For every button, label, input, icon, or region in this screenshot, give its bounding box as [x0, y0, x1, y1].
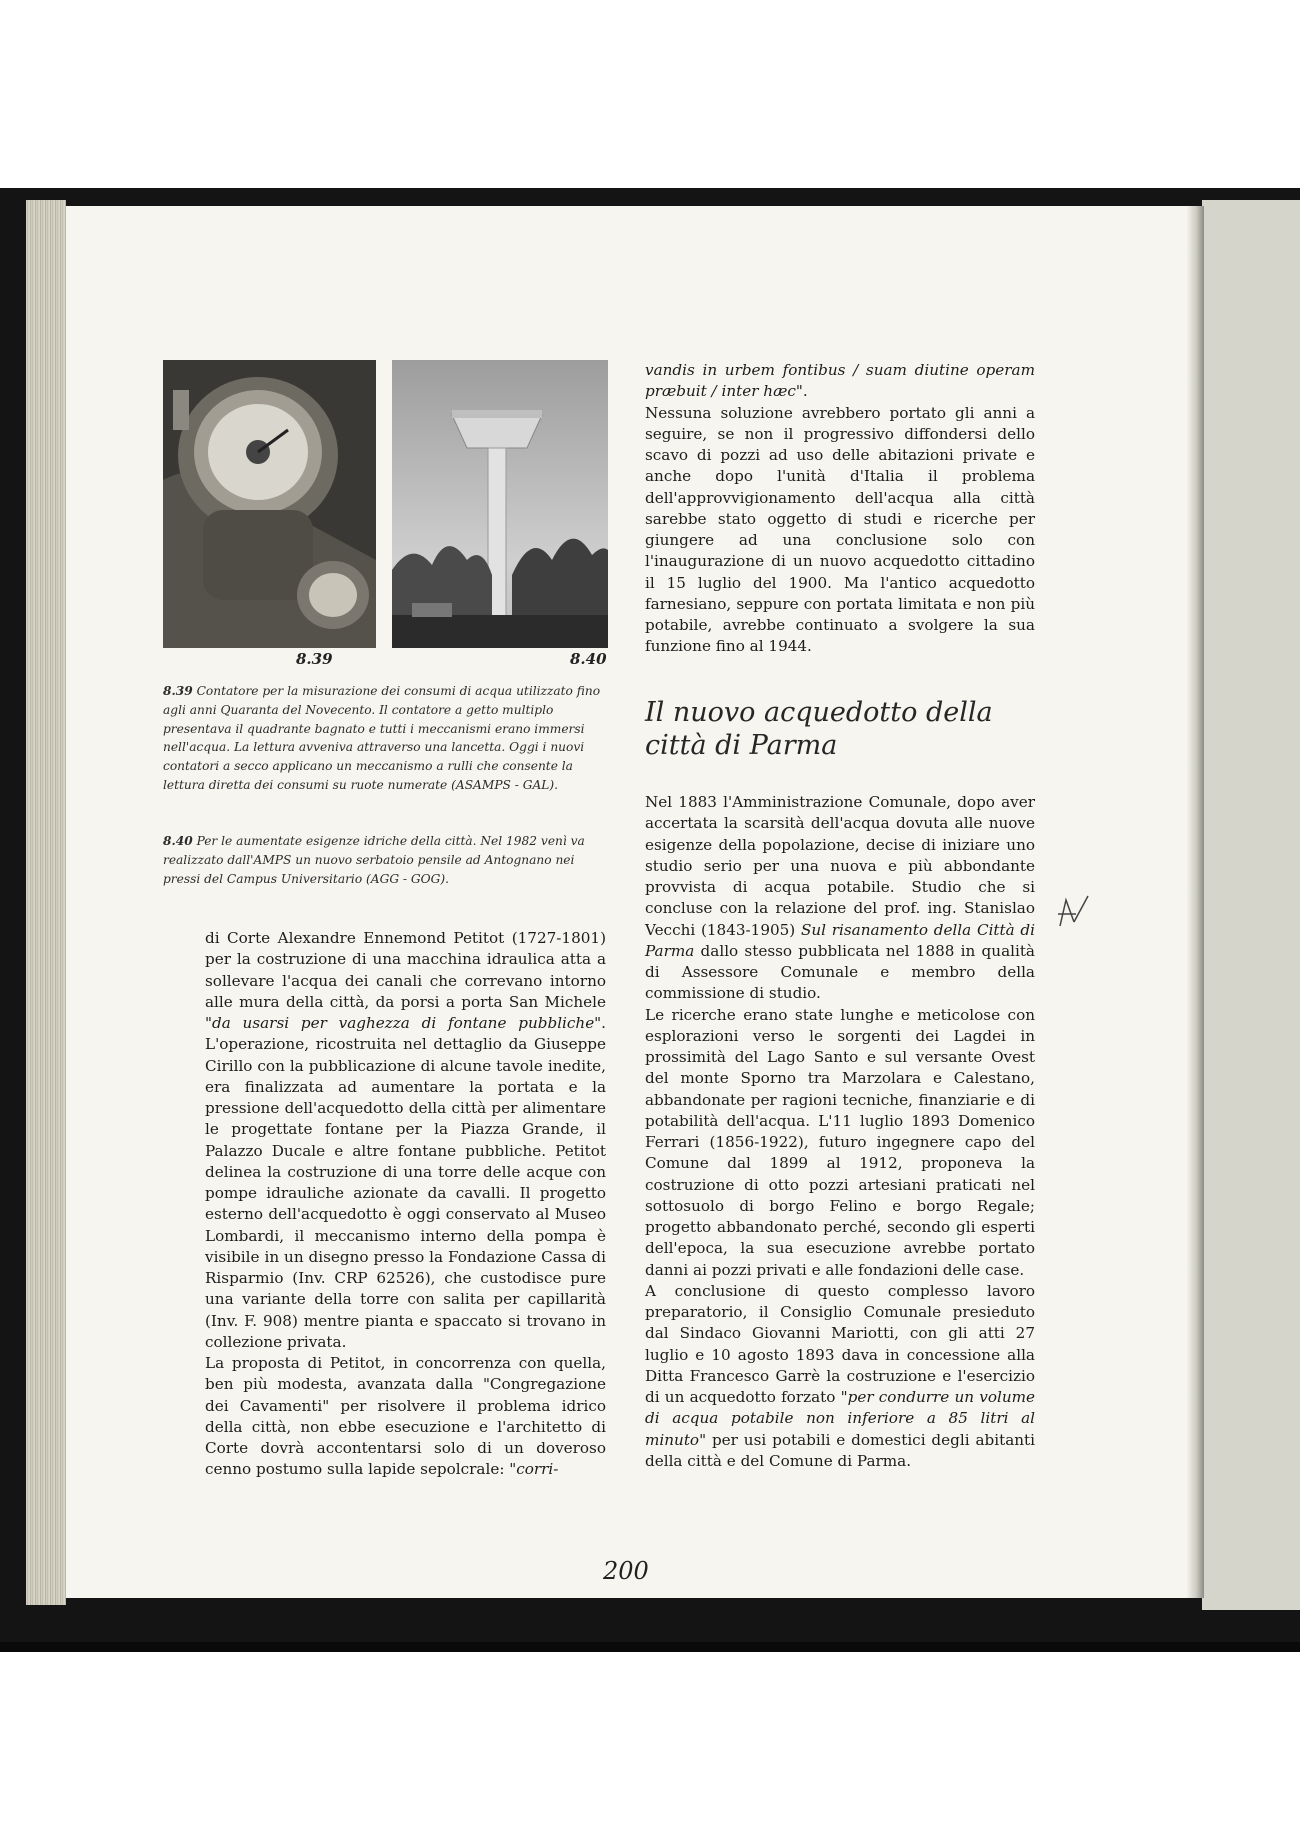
- quote-epitaph-end: vandis in urbem fontibus / suam diutine operam præbuit / inter hæc": [645, 361, 1035, 401]
- caption-8-40: [163, 832, 608, 888]
- left-text-column: [205, 928, 606, 1481]
- text-span: . L'operazione, ricostruita nel dettaglio da Giuseppe Cirillo con la pubblicazione di alcune tavole inedite, era finalizzata ad aumentare la portata e la pressione dell'acquedotto della città per alimentare le progettate fontane per la Piazza Grande, il Palazzo Ducale e altre fontane pubbliche. Petitot delinea la costruzione di una torre delle acque con pompe idrauliche azionate da cavalli. Il progetto esterno dell'acquedotto è oggi conservato al Museo Lombardi, il meccanismo interno della pompa è visibile in un disegno presso la Fondazione Cassa di Risparmio (Inv. CRP 62526), che custodisce pure una variante della torre con salita per capillarità (Inv. F. 908) mentre pianta e spaccato si trovano in collezione privata.: [205, 1014, 606, 1351]
- page-number: 200: [603, 1557, 649, 1585]
- book-page-edges: [26, 200, 66, 1605]
- right-paragraph-2: Nessuna soluzione avrebbero portato gli anni a seguire, se non il progressivo diffondersi dello scavo di pozzi ad uso delle abitazioni private e anche dopo l'unità d'Italia il problema dell'approvvigionamento dell'acqua alla città sarebbe stato oggetto di studi e ricerche per giungere ad una conclusione solo con l'inaugurazione di un nuovo acquedotto cittadino il 15 luglio del 1900. Ma l'antico acquedotto farnesiano, seppure con portata limitata e non più potabile, avrebbe continuato a svolgere la sua funzione fino al 1944.: [645, 403, 1035, 656]
- section-heading: Il nuovo acquedotto della città di Parma: [645, 697, 993, 761]
- text-span: A conclusione di questo complesso lavoro preparatorio, il Consiglio Comunale presieduto dal Sindaco Giovanni Mariotti, con gli atti 27 luglio e 10 agosto 1893 dava in concessione alla Ditta Francesco Garrè la costruzione e l'esercizio di un acquedotto forzato: [645, 1281, 1035, 1406]
- caption-8-40-text: Per le aumentate esigenze idriche della città. Nel 1982 venì va realizzato dall'AMPS un nuovo serbatoio pensile ad Antognano nei pressi del Campus Universitario (AGG - GOG).: [163, 834, 585, 886]
- figure-number-8-40: 8.40: [570, 650, 607, 668]
- caption-8-39-number: 8.39: [163, 684, 193, 698]
- quote-volume: "per condurre un volume di acqua potabile non inferiore a 85 litri al minuto": [645, 1388, 1035, 1449]
- text-span: La proposta di Petitot, in concorrenza con quella, ben più modesta, avanzata dalla "Congregazione dei Cavamenti" per risolvere il problema idrico della città, non ebbe esecuzione e l'architetto di Corte dovrà accontentarsi solo di un doveroso cenno postumo sulla lapide sepolcrale:: [205, 1354, 606, 1479]
- caption-8-39: [163, 682, 608, 795]
- text-span: per usi potabili e domestici degli abitanti della città e del Comune di Parma.: [645, 1430, 1035, 1470]
- text-span: di Corte Alexandre Ennemond Petitot (1727-1801) per la costruzione di una macchina idraulica atta a sollevare l'acqua dei canali che correvano intorno alle mura della città, da porsi a porta San Michele: [205, 929, 606, 1011]
- section-paragraph-2: Le ricerche erano state lunghe e meticolose con esplorazioni verso le sorgenti dei Lagdei in prossimità del Lago Santo e sul versante Ovest del monte Sporno tra Marzolara e Calestano, abbandonate per ragioni tecniche, finanziarie e di potabilità dell'acqua. L'11 luglio 1893 Domenico Ferrari (1856-1922), futuro ingegnere capo del Comune dal 1899 al 1912, proponeva la costruzione di otto pozzi artesiani praticati nel sottosuolo di borgo Felino e borgo Regale; progetto abbandonato perché, secondo gli esperti dell'epoca, la sua esecuzione avrebbe portato danni ai pozzi privati e alle fondazioni delle case.: [645, 1005, 1035, 1279]
- section-paragraph-1: [645, 792, 1035, 1005]
- facing-page-edge: [1202, 200, 1300, 1610]
- figure-number-8-39: 8.39: [296, 650, 333, 668]
- text-span: .: [802, 382, 808, 401]
- right-text-column-bottom: [645, 792, 1035, 1472]
- caption-8-40-number: 8.40: [163, 834, 193, 848]
- section-paragraph-3: [645, 1281, 1035, 1472]
- caption-8-39-text: Contatore per la misurazione dei consumi di acqua utilizzato fino agli anni Quaranta del Novecento. Il contatore a getto multiplo presentava il quadrante bagnato e tutti i meccanismi erano immersi nell'acqua. La lettura avveniva attraverso una lancetta. Oggi i nuovi contatori a secco applicano un meccanismo a rulli che consente la lettura diretta dei consumi su ruote numerate (ASAMPS - GAL).: [163, 684, 601, 792]
- text-span: Nel 1883 l'Amministrazione Comunale, dopo aver accertata la scarsità dell'acqua dovuta alle nuove esigenze della popolazione, decise di iniziare uno studio serio per una nuova e più abbondante provvista di acqua potabile. Studio che si concluse con la relazione del prof. ing. Stanislao Vecchi (1843-1905): [645, 793, 1035, 939]
- gutter-shadow: [1186, 206, 1204, 1598]
- quote-fontane: "da usarsi per vaghezza di fontane pubbliche": [205, 1014, 602, 1032]
- left-paragraph-1: [205, 928, 606, 1353]
- book-title: Sul risanamento della Città di Parma: [645, 920, 1036, 960]
- right-text-column-top: [645, 360, 1035, 658]
- photo-water-meter: [163, 360, 376, 648]
- handwritten-margin-mark: [1052, 892, 1092, 936]
- right-paragraph-quote: [645, 360, 1035, 403]
- photo-water-tower: [392, 360, 608, 648]
- left-paragraph-2: [205, 1353, 606, 1481]
- text-span: dallo stesso pubblicata nel 1888 in qualità di Assessore Comunale e membro della commissione di studio.: [645, 941, 1035, 1003]
- quote-epitaph-start: "corri-: [509, 1460, 559, 1479]
- scan-bottom-edge: [0, 1642, 1300, 1652]
